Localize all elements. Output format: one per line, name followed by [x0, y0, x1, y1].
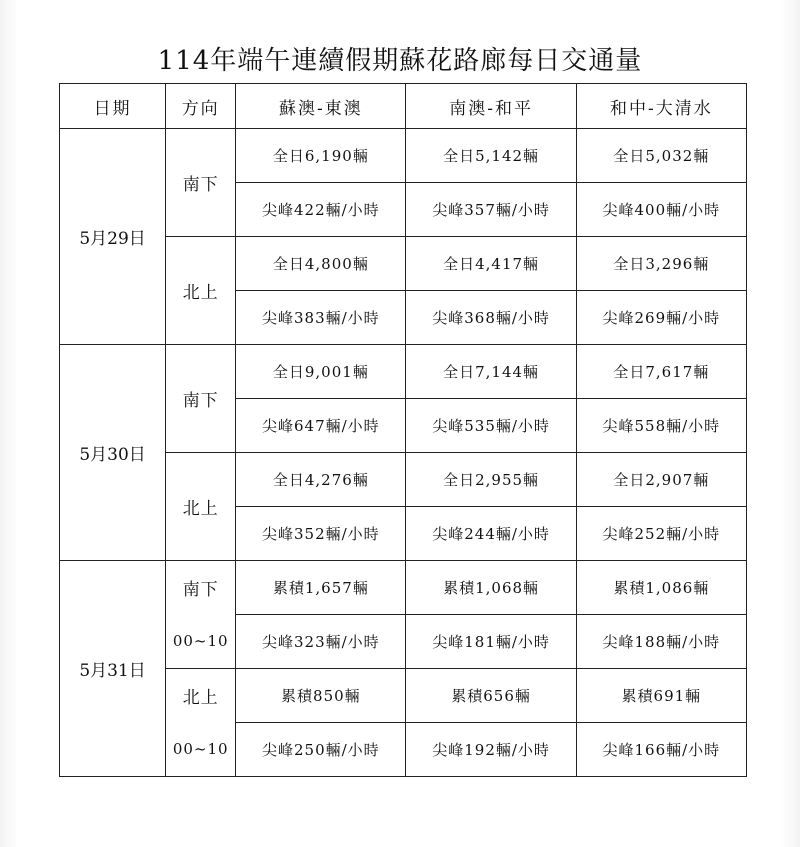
- direction-time-range: 00~10: [166, 723, 236, 777]
- header-direction: 方向: [166, 84, 236, 129]
- peak-cell: 尖峰244輛/小時: [406, 507, 576, 561]
- peak-cell: 尖峰368輛/小時: [406, 291, 576, 345]
- table-row: [60, 561, 747, 615]
- total-cell: 全日2,955輛: [406, 453, 576, 507]
- total-cell: 全日7,144輛: [406, 345, 576, 399]
- direction-cell-north: 北上: [166, 237, 236, 345]
- total-cell: 全日4,800輛: [236, 237, 406, 291]
- header-nanao-heping: 南澳-和平: [406, 84, 576, 129]
- peak-cell: 尖峰166輛/小時: [576, 723, 746, 777]
- total-cell: 全日3,296輛: [576, 237, 746, 291]
- total-cell: 全日9,001輛: [236, 345, 406, 399]
- peak-cell: 尖峰357輛/小時: [406, 183, 576, 237]
- direction-cell-north: 北上: [166, 453, 236, 561]
- traffic-table: [59, 83, 747, 777]
- peak-cell: 尖峰188輛/小時: [576, 615, 746, 669]
- header-row: [60, 84, 747, 129]
- total-cell: 全日4,417輛: [406, 237, 576, 291]
- total-cell: 全日7,617輛: [576, 345, 746, 399]
- peak-cell: 尖峰422輛/小時: [236, 183, 406, 237]
- page-title: 114年端午連續假期蘇花路廊每日交通量: [157, 46, 643, 76]
- peak-cell: 尖峰352輛/小時: [236, 507, 406, 561]
- direction-cell-north: 北上: [166, 669, 236, 723]
- table-row: [60, 129, 747, 183]
- total-cell: 累積850輛: [236, 669, 406, 723]
- peak-cell: 尖峰558輛/小時: [576, 399, 746, 453]
- total-cell: 全日5,142輛: [406, 129, 576, 183]
- peak-cell: 尖峰252輛/小時: [576, 507, 746, 561]
- direction-cell-south: 南下: [166, 561, 236, 615]
- header-date: 日期: [60, 84, 166, 129]
- peak-cell: 尖峰535輛/小時: [406, 399, 576, 453]
- total-cell: 累積1,086輛: [576, 561, 746, 615]
- total-cell: 全日6,190輛: [236, 129, 406, 183]
- total-cell: 全日5,032輛: [576, 129, 746, 183]
- total-cell: 累積656輛: [406, 669, 576, 723]
- peak-cell: 尖峰269輛/小時: [576, 291, 746, 345]
- total-cell: 全日2,907輛: [576, 453, 746, 507]
- peak-cell: 尖峰181輛/小時: [406, 615, 576, 669]
- peak-cell: 尖峰383輛/小時: [236, 291, 406, 345]
- date-cell: 5月30日: [60, 345, 166, 561]
- header-hezhong-daqingshui: 和中-大清水: [576, 84, 746, 129]
- peak-cell: 尖峰250輛/小時: [236, 723, 406, 777]
- direction-time-range: 00~10: [166, 615, 236, 669]
- total-cell: 累積691輛: [576, 669, 746, 723]
- total-cell: 累積1,657輛: [236, 561, 406, 615]
- total-cell: 累積1,068輛: [406, 561, 576, 615]
- date-cell: 5月29日: [60, 129, 166, 345]
- peak-cell: 尖峰323輛/小時: [236, 615, 406, 669]
- header-suao-dongao: 蘇澳-東澳: [236, 84, 406, 129]
- peak-cell: 尖峰647輛/小時: [236, 399, 406, 453]
- peak-cell: 尖峰192輛/小時: [406, 723, 576, 777]
- table-row: [60, 345, 747, 399]
- peak-cell: 尖峰400輛/小時: [576, 183, 746, 237]
- total-cell: 全日4,276輛: [236, 453, 406, 507]
- direction-cell-south: 南下: [166, 129, 236, 237]
- date-cell: 5月31日: [60, 561, 166, 777]
- direction-cell-south: 南下: [166, 345, 236, 453]
